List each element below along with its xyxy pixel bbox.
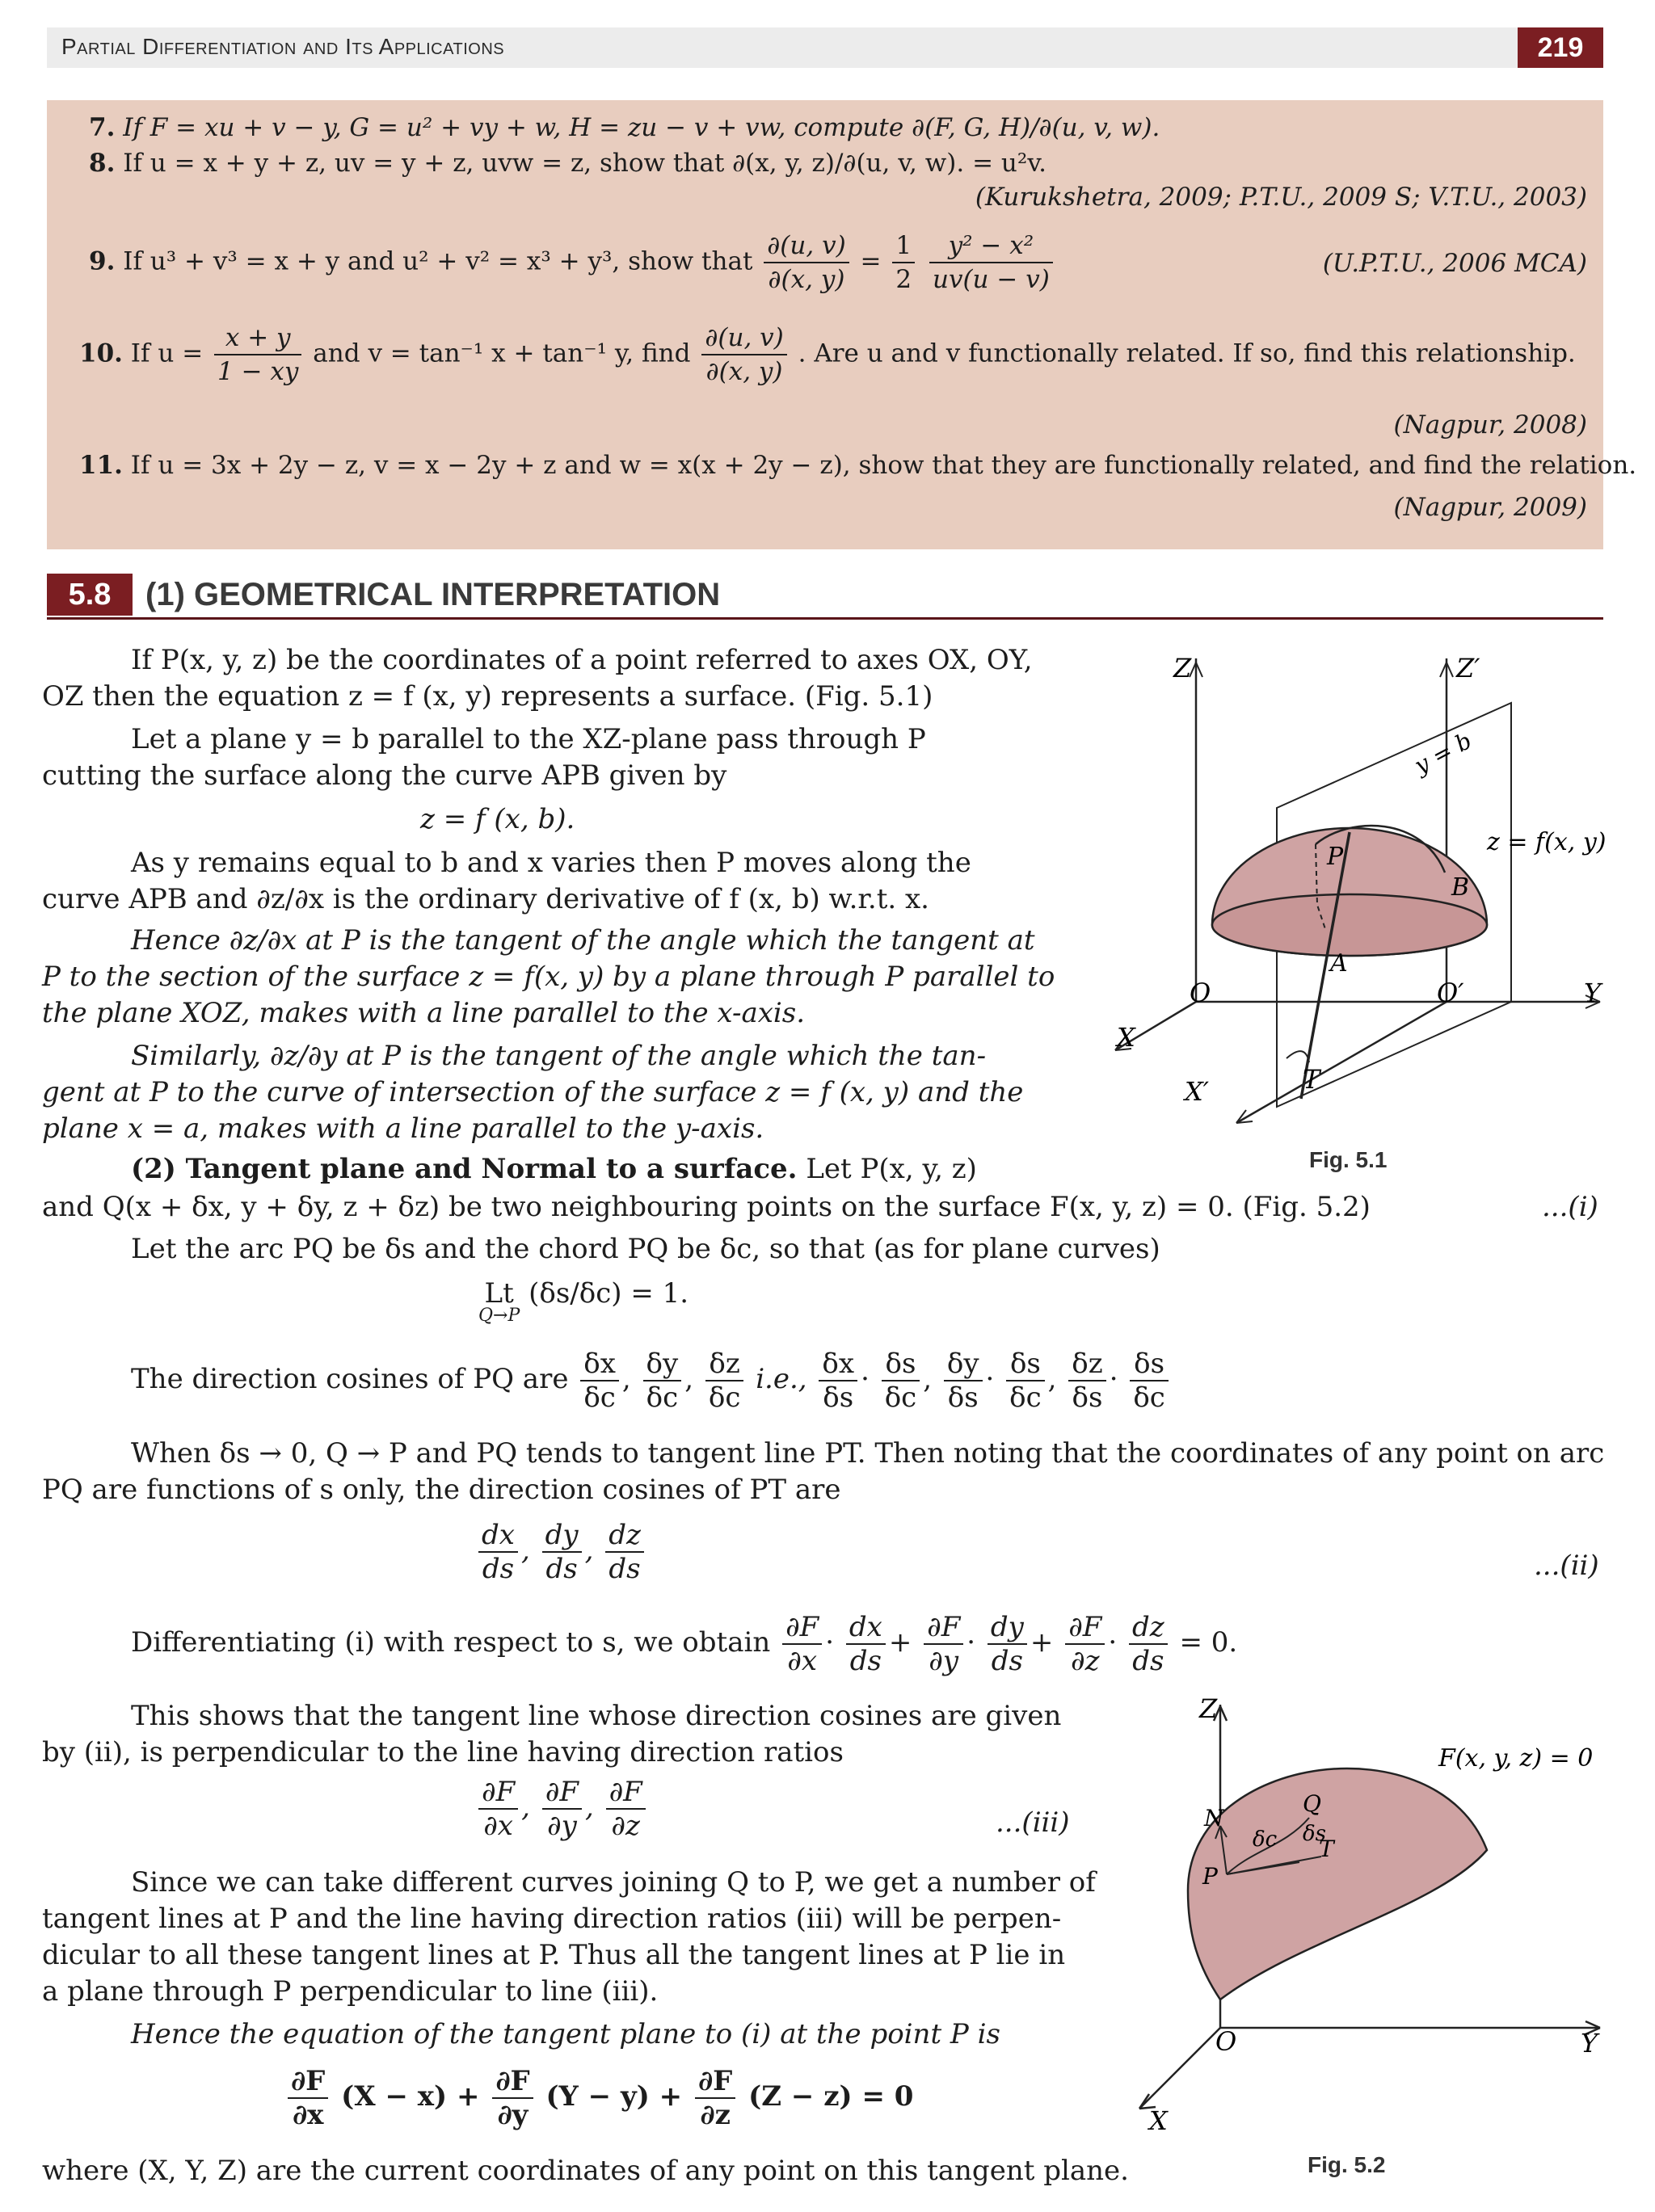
fraction: $\frac{\delta y}{\delta s}$ [944, 1348, 983, 1414]
fraction: $\frac{dx}{ds}$ [846, 1611, 886, 1677]
fraction: $\frac{dy}{ds}$ [988, 1611, 1027, 1677]
fraction: $\frac{\delta y}{\delta c}$ [643, 1348, 682, 1414]
para-4b: P to the section of the surface z = f(x, y) by a plane through P parallel to [42, 961, 1055, 993]
label-z-prime: Z′ [1456, 653, 1480, 683]
label-y-equals-b: y = b [1409, 727, 1476, 780]
eq-limit: Lt Q→P (δs/δc) = 1. [478, 1277, 689, 1326]
x-prime-axis [1236, 1002, 1447, 1123]
eq-tag-ii: ...(ii) [1534, 1550, 1599, 1582]
figure-5-1 [1083, 638, 1616, 1204]
para-4a: Hence ∂z/∂x at P is the tangent of the angle which the tangent at [131, 924, 1035, 957]
fraction: $\frac{dy}{ds}$ [542, 1519, 582, 1585]
para-1b: OZ then the equation z = f (x, y) represents a surface. (Fig. 5.1) [42, 680, 933, 713]
label-p: P [1327, 843, 1344, 871]
fraction: $\frac{\partial(u, v)}{\partial(x, y)}$ [701, 322, 786, 388]
fraction: $\frac{\partial(u, v)}{\partial(x, y)}$ [764, 229, 849, 296]
fraction: $\frac{\partial F}{\partial y}$ [924, 1611, 963, 1677]
para-12d: a plane through P perpendicular to line (iii). [42, 1975, 659, 2008]
para-14: where (X, Y, Z) are the current coordinates of any point on this tangent plane. [42, 2155, 1129, 2187]
exercise-8-reference: (Kurukshetra, 2009; P.T.U., 2009 S; V.T.U., 2003) [975, 183, 1587, 212]
para-5b: gent at P to the curve of intersection of the surface z = f (x, y) and the [42, 1076, 1024, 1108]
section-rule [47, 617, 1603, 620]
label-q: Q [1303, 1790, 1321, 1817]
fraction: $\frac{1}{2}$ [892, 229, 915, 296]
label-x: X [1117, 1022, 1135, 1053]
page-number: 219 [1518, 27, 1603, 68]
fraction: $\frac{\partial F}{\partial z}$ [695, 2065, 735, 2131]
para-12c: dicular to all these tangent lines at P. Thus all the tangent lines at P lie in [42, 1939, 1066, 1971]
para-3a: As y remains equal to b and x varies then P moves along the [131, 847, 971, 879]
para-11b: by (ii), is perpendicular to the line having direction ratios [42, 1736, 844, 1768]
label-a: A [1330, 949, 1348, 978]
label-p: P [1202, 1863, 1218, 1890]
label-t: T [1303, 1064, 1320, 1095]
para-12a: Since we can take different curves joining Q to P, we get a number of [131, 1866, 1096, 1899]
fraction: $\frac{\partial F}{\partial z}$ [606, 1776, 646, 1842]
exercise-9: 9. If u³ + v³ = x + y and u² + v² = x³ + y³, show that $\frac{\partial(u, v)}{\partial(x, y)}$ = $\frac{1}{2}$ $\frac{\text{y² − x²}}{uv(u - v)}$ [89, 229, 1056, 296]
figure-5-2-caption: Fig. 5.2 [1308, 2152, 1386, 2177]
exercise-9-reference: (U.P.T.U., 2006 MCA) [1322, 249, 1587, 278]
para-6a: (2) Tangent plane and Normal to a surface. Let P(x, y, z) [131, 1153, 977, 1185]
fraction: $\frac{\partial F}{\partial x}$ [288, 2065, 328, 2131]
label-z-fxy: z = f(x, y) [1487, 828, 1607, 856]
fraction: $\frac{\delta z}{\delta c}$ [705, 1348, 744, 1414]
para-9a: When δs → 0, Q → P and PQ tends to tangent line PT. Then noting that the coordinates of any point on arc [131, 1437, 1605, 1470]
eq-tangent-plane: $\frac{\partial F}{\partial x}$ (X − x) + $\frac{\partial F}{\partial y}$ (Y − y) + $\frac{\partial F}{\partial z}$ (Z − z) = 0 [284, 2065, 913, 2131]
exercise-box [47, 100, 1637, 549]
fraction: $\frac{\delta s}{\delta c}$ [1006, 1348, 1045, 1414]
label-delta-c: δc [1253, 1827, 1278, 1852]
label-o: O [1190, 978, 1211, 1008]
exercise-10: 10. If u = $\frac{x + y}{1 - xy}$ and v = tan⁻¹ x + tan⁻¹ y, find $\frac{\partial(u, v)}{\partial(x, y)}$ . Are u and v functionally related. If so, find this relationship. [79, 323, 1576, 386]
eq-direction-cosines-pq: The direction cosines of PQ are $\frac{\delta x}{\delta c}$ , $\frac{\delta y}{\delta c}$ , $\frac{\delta z}{\delta c}$ i.e., $\frac{\delta x}{\delta s}$ · $\frac{\delta s}{\delta c}$ , $\frac{\delta y}{\delta s}$ · $\frac{\delta s}{\delta c}$ , $\frac{\delta z}{\delta s}$ · $\frac{\delta s}{\delta c}$ [131, 1348, 1172, 1414]
running-header [47, 27, 1603, 68]
running-title: Partial Differentiation and Its Applications [61, 34, 505, 59]
surface-base [1212, 894, 1487, 956]
figure-5-1-caption: Fig. 5.1 [1309, 1147, 1388, 1172]
label-x: X [1149, 2105, 1168, 2136]
eq-tag-iii: ...(iii) [996, 1806, 1070, 1839]
fraction: $\frac{\partial F}{\partial x}$ [782, 1611, 822, 1677]
label-t: T [1319, 1836, 1334, 1862]
para-1a: If P(x, y, z) be the coordinates of a point referred to axes OX, OY, [131, 644, 1033, 676]
label-o-prime: O′ [1437, 978, 1464, 1008]
eq-direction-ratios: $\frac{\partial F}{\partial x}$ , $\frac{\partial F}{\partial y}$ , $\frac{\partial F}{\partial z}$ [475, 1776, 649, 1842]
fraction: $\frac{\partial F}{\partial y}$ [542, 1776, 582, 1842]
eq-z-f-x-b: z = f (x, b). [420, 803, 575, 835]
fraction: $\frac{\delta z}{\delta s}$ [1068, 1348, 1105, 1414]
x-axis [1139, 2028, 1220, 2109]
para-3b: curve APB and ∂z/∂x is the ordinary derivative of f (x, b) w.r.t. x. [42, 883, 929, 915]
fraction: $\frac{\delta x}{\delta c}$ [580, 1348, 619, 1414]
exercise-11: 11. If u = 3x + 2y − z, v = x − 2y + z and w = x(x + 2y − z), show that they are functionally related, and find the relation. [79, 451, 1637, 480]
exercise-10-reference: (Nagpur, 2008) [1393, 410, 1587, 439]
para-7: Let the arc PQ be δs and the chord PQ be δc, so that (as for plane curves) [131, 1233, 1160, 1265]
fraction: $\frac{\partial F}{\partial y}$ [492, 2065, 533, 2131]
fraction: $\frac{x + y}{1 - xy}$ [214, 322, 301, 388]
para-5a: Similarly, ∂z/∂y at P is the tangent of the angle which the tan- [131, 1040, 987, 1072]
section-number: 5.8 [47, 574, 133, 616]
fraction: $\frac{\delta s}{\delta c}$ [882, 1348, 920, 1414]
label-x-prime: X′ [1185, 1076, 1210, 1107]
label-surface: F(x, y, z) = 0 [1438, 1744, 1594, 1773]
label-n: N [1204, 1805, 1224, 1831]
label-z: Z [1199, 1697, 1218, 1724]
para-2a: Let a plane y = b parallel to the XZ-plane pass through P [131, 723, 926, 755]
exercise-8: 8. If u = x + y + z, uv = y + z, uvw = z, show that ∂(x, y, z)/∂(u, v, w). = u²v. [89, 149, 1047, 178]
para-2b: cutting the surface along the curve APB given by [42, 759, 727, 792]
fraction: $\frac{\partial F}{\partial z}$ [1065, 1611, 1105, 1677]
para-12b: tangent lines at P and the line having direction ratios (iii) will be perpen- [42, 1903, 1062, 1935]
label-delta-s: δs [1303, 1822, 1326, 1846]
eq-differentiation: Differentiating (i) with respect to s, we obtain $\frac{\partial F}{\partial x}$ · $\frac{dx}{ds}$ + $\frac{\partial F}{\partial y}$ · $\frac{dy}{ds}$ + $\frac{\partial F}{\partial z}$ · $\frac{dz}{ds}$ = 0. [131, 1611, 1238, 1677]
para-4c: the plane XOZ, makes with a line parallel to the x-axis. [42, 997, 806, 1029]
exercise-7: 7. If F = xu + v − y, G = u² + vy + w, H = zu − v + vw, compute ∂(F, G, H)/∂(u, v, w). [89, 113, 1160, 142]
section-title: (1) GEOMETRICAL INTERPRETATION [145, 577, 721, 612]
para-13: Hence the equation of the tangent plane to (i) at the point P is [131, 2018, 1000, 2050]
para-9b: PQ are functions of s only, the direction cosines of PT are [42, 1474, 841, 1506]
figure-5-2 [1107, 1697, 1608, 2149]
para-6b: and Q(x + δx, y + δy, z + δz) be two neighbouring points on the surface F(x, y, z) = 0. (Fig. 5.2) [42, 1191, 1371, 1223]
label-y: Y [1581, 2028, 1598, 2059]
fraction: $\frac{\delta x}{\delta s}$ [819, 1348, 857, 1414]
exercise-11-reference: (Nagpur, 2009) [1393, 493, 1587, 522]
fraction: $\frac{dz}{ds}$ [605, 1519, 644, 1585]
label-o: O [1215, 2026, 1237, 2057]
fraction: $\frac{\delta s}{\delta c}$ [1130, 1348, 1169, 1414]
fraction: $\frac{\text{y² − x²}}{uv(u - v)}$ [929, 229, 1053, 296]
para-5c: plane x = a, makes with a line parallel to the y-axis. [42, 1112, 764, 1145]
fraction: $\frac{\partial F}{\partial x}$ [478, 1776, 518, 1842]
para-11a: This shows that the tangent line whose direction cosines are given [131, 1700, 1062, 1732]
label-y: Y [1584, 978, 1602, 1008]
eq-direction-cosines-pt: $\frac{dx}{ds}$ , $\frac{dy}{ds}$ , $\frac{dz}{ds}$ [475, 1519, 647, 1585]
fraction: $\frac{dx}{ds}$ [478, 1519, 518, 1585]
label-z: Z [1173, 653, 1192, 683]
fraction: $\frac{dz}{ds}$ [1129, 1611, 1168, 1677]
label-b: B [1451, 873, 1470, 902]
eq-tag-i: ...(i) [1542, 1191, 1598, 1223]
surface [1188, 1768, 1487, 2000]
